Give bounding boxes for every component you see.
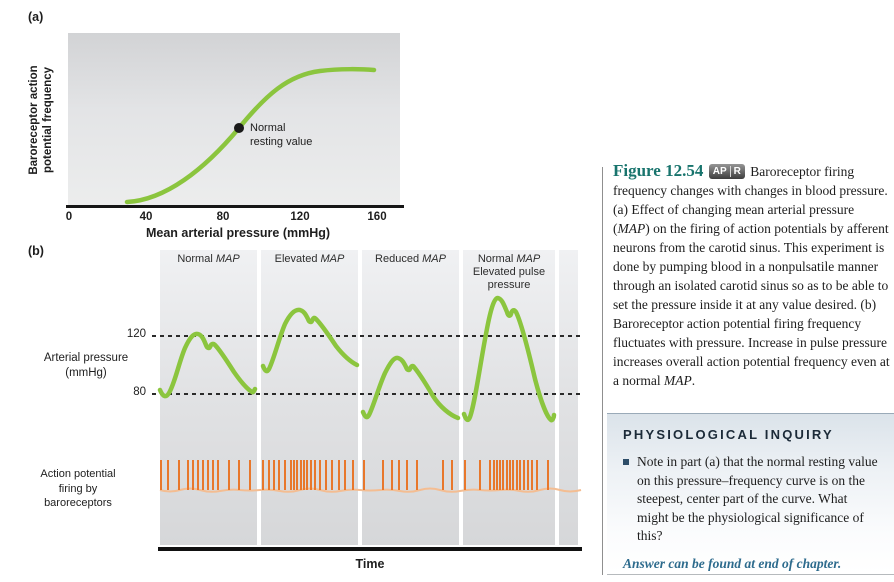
inquiry-header: PHYSIOLOGICAL INQUIRY	[623, 427, 834, 442]
normal-resting-value-label: Normal resting value	[250, 122, 313, 148]
ytick-120: 120	[126, 328, 146, 340]
spike-train-reduced-map	[362, 460, 459, 490]
square-bullet-icon	[623, 459, 629, 465]
plot-a-xtick-120: 120	[290, 211, 310, 223]
physiological-inquiry-box	[607, 413, 894, 575]
plot-a-xtick-40: 40	[139, 211, 153, 223]
normal-resting-value-dot	[234, 123, 244, 133]
figure-caption	[613, 161, 891, 390]
plot-a-xtick-0: 0	[65, 211, 73, 223]
spike-train-elevated-map	[261, 460, 358, 490]
caption-body: Baroreceptor firing frequency changes with changes in blood pressure. (a) Effect of changing mean arterial pressure (MAP) on the firing of action potentials by afferent neurons from the carotid sinus. This experiment is done by pumping blood in a nonpulsatile manner through an isolated carotid sinus so as to be able to set the pressure inside it at any value desired. (b) Baroreceptor action potential firing frequency fluctuates with pressure. Increase in pulse pressure increases overall action potential frequency even at a normal MAP.	[613, 164, 890, 388]
plot-a-sigmoid-curve	[60, 30, 410, 210]
spike-train-normal-map	[160, 460, 257, 490]
column-header-reduced-map: Reduced MAP	[375, 253, 446, 265]
column-header-elevated-map: Elevated MAP	[274, 253, 345, 265]
wave-normal-map	[160, 334, 255, 396]
wave-reduced-map	[363, 358, 458, 418]
column-header-normal-map: Normal MAP	[177, 253, 240, 265]
wave-normal-map-elevated-pulse	[464, 298, 554, 420]
column-rule	[602, 167, 603, 575]
inquiry-answer-note: Answer can be found at end of chapter.	[623, 555, 842, 571]
time-axis-label: Time	[355, 557, 385, 571]
arterial-pressure-axis-label: Arterial pressure (mmHg)	[43, 352, 129, 379]
spike-train-normal-map-elevated-pulse	[463, 460, 555, 490]
panel-b-x-axis-line	[158, 547, 582, 551]
column-header-normal-map-elevated-pulse: Normal MAP Elevated pulse pressure	[472, 253, 546, 291]
pressure-waveforms	[130, 250, 590, 550]
figure-number: Figure 12.54	[613, 161, 704, 180]
panel-b-tag: (b)	[28, 244, 44, 258]
ytick-80: 80	[133, 386, 146, 398]
plot-a-xtick-80: 80	[216, 211, 230, 223]
apr-badge-icon: AP R	[709, 164, 745, 179]
plot-a-x-axis-label: Mean arterial pressure (mmHg)	[145, 226, 331, 240]
plot-a-y-axis-label: Baroreceptor action potential frequency	[28, 65, 54, 175]
inquiry-question: Note in part (a) that the normal resting value on this pressure–frequency curve is on the steepest, center part of the curve. What might be the physiological significance of this?	[623, 453, 880, 546]
panel-a-tag: (a)	[28, 10, 44, 24]
plot-a-xtick-160: 160	[367, 211, 387, 223]
action-potential-axis-label: Action potential firing by baroreceptors	[40, 468, 116, 509]
wave-elevated-map	[263, 310, 357, 371]
